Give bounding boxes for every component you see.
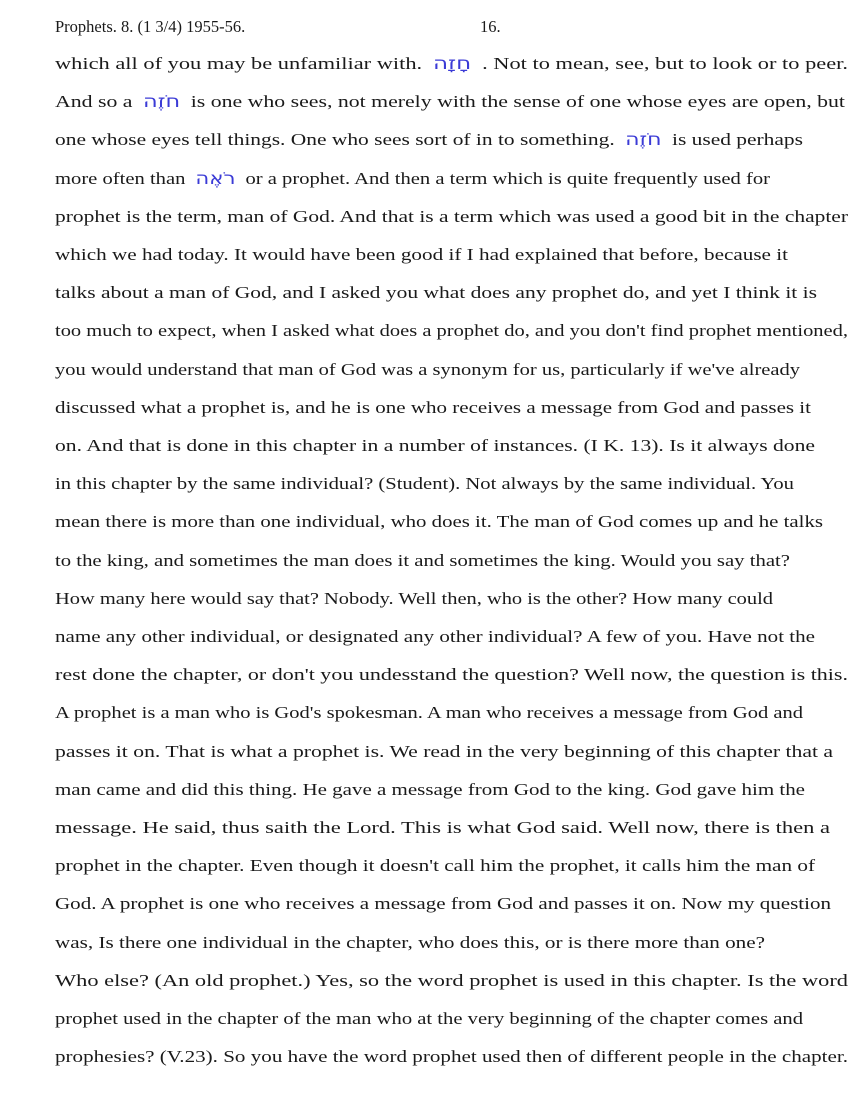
line-text: man came and did this thing. He gave a message from God to the king. God gave him the bbox=[55, 779, 805, 799]
hebrew-word: חֹזֶה bbox=[143, 92, 181, 113]
hebrew-word: חֹזֶה bbox=[625, 130, 662, 151]
text-line bbox=[55, 1047, 848, 1067]
text-line bbox=[55, 780, 805, 800]
line-text: is one who sees, not merely with the sense of one whose eyes are open, but bbox=[190, 92, 845, 112]
text-line bbox=[55, 169, 770, 189]
line-text: prophet in the chapter. Even though it doesn't call him the prophet, it calls him the man of bbox=[55, 856, 815, 876]
text-line bbox=[55, 933, 765, 953]
line-text: God. A prophet is one who receives a message from God and passes it on. Now my question bbox=[55, 894, 831, 914]
line-text: message. He said, thus saith the Lord. This is what God said. Well now, there is then a bbox=[55, 818, 830, 837]
line-text: prophet used in the chapter of the man who at the very beginning of the chapter comes and bbox=[55, 1009, 803, 1028]
line-text: you would understand that man of God was a synonym for us, particularly if we've already bbox=[55, 359, 800, 379]
line-text: mean there is more than one individual, who does it. The man of God comes up and he talks bbox=[55, 512, 823, 532]
line-text: one whose eyes tell things. One who sees sort of in to something. bbox=[55, 130, 615, 150]
text-line bbox=[55, 818, 830, 838]
line-text: prophesies? (V.23). So you have the word prophet used then of different people in the chapter. bbox=[55, 1047, 848, 1067]
line-text: which all of you may be unfamiliar with. bbox=[55, 54, 423, 73]
text-line bbox=[55, 742, 833, 762]
hebrew-word: חָזָה bbox=[433, 54, 472, 74]
line-text: more often than bbox=[55, 168, 186, 188]
hebrew-word: רֹאֶה bbox=[195, 168, 236, 189]
line-text: or a prophet. And then a term which is quite frequently used for bbox=[245, 168, 771, 188]
line-text: Who else? (An old prophet.) Yes, so the word prophet is used in this chapter. Is the word bbox=[55, 970, 848, 990]
text-line bbox=[55, 245, 788, 265]
line-text: How many here would say that? Nobody. Well then, who is the other? How many could bbox=[55, 588, 773, 608]
text-line bbox=[55, 894, 831, 914]
line-text: in this chapter by the same individual? (Student). Not always by the same individual. You bbox=[55, 474, 794, 494]
text-line bbox=[55, 589, 773, 609]
line-text: on. And that is done in this chapter in a number of instances. (I K. 13). Is it always done bbox=[55, 436, 815, 455]
line-text: name any other individual, or designated any other individual? A few of you. Have not the bbox=[55, 627, 815, 646]
line-text: . Not to mean, see, but to look or to peer. bbox=[482, 54, 848, 73]
line-text: A prophet is a man who is God's spokesman. A man who receives a message from God and bbox=[55, 703, 803, 723]
line-text: passes it on. That is what a prophet is. We read in the very beginning of this chapter that a bbox=[55, 741, 833, 761]
text-line bbox=[55, 92, 845, 112]
text-line bbox=[55, 436, 815, 456]
line-text: And so a bbox=[55, 92, 133, 112]
line-text: too much to expect, when I asked what does a prophet do, and you don't find prophet mentioned, bbox=[55, 321, 848, 341]
text-line bbox=[55, 360, 800, 380]
line-text: prophet is the term, man of God. And that is a term which was used a good bit in the chapter bbox=[55, 206, 848, 226]
text-line bbox=[55, 474, 794, 494]
text-line bbox=[55, 856, 815, 876]
text-line bbox=[55, 283, 817, 303]
text-line bbox=[55, 130, 803, 150]
text-line bbox=[55, 551, 790, 571]
line-text: rest done the chapter, or don't you undesstand the question? Well now, the question is this. bbox=[55, 665, 848, 685]
text-line bbox=[55, 398, 811, 418]
line-text: talks about a man of God, and I asked you what does any prophet do, and yet I think it is bbox=[55, 283, 817, 303]
text-line bbox=[55, 512, 823, 532]
text-line bbox=[55, 971, 848, 991]
page-number: 16. bbox=[480, 17, 501, 36]
document-header: Prophets. 8. (1 3/4) 1955-56. bbox=[55, 17, 246, 36]
text-line bbox=[55, 665, 848, 685]
line-text: discussed what a prophet is, and he is one who receives a message from God and passes it bbox=[55, 397, 811, 417]
line-text: is used perhaps bbox=[671, 130, 803, 150]
text-line bbox=[55, 321, 848, 341]
text-line bbox=[55, 207, 848, 227]
text-line bbox=[55, 54, 848, 74]
line-text: was, Is there one individual in the chapter, who does this, or is there more than one? bbox=[55, 932, 765, 952]
text-line bbox=[55, 1009, 803, 1029]
line-text: to the king, and sometimes the man does it and sometimes the king. Would you say that? bbox=[55, 550, 790, 570]
line-text: which we had today. It would have been good if I had explained that before, because it bbox=[55, 245, 788, 264]
text-line bbox=[55, 703, 803, 723]
text-line bbox=[55, 627, 815, 647]
